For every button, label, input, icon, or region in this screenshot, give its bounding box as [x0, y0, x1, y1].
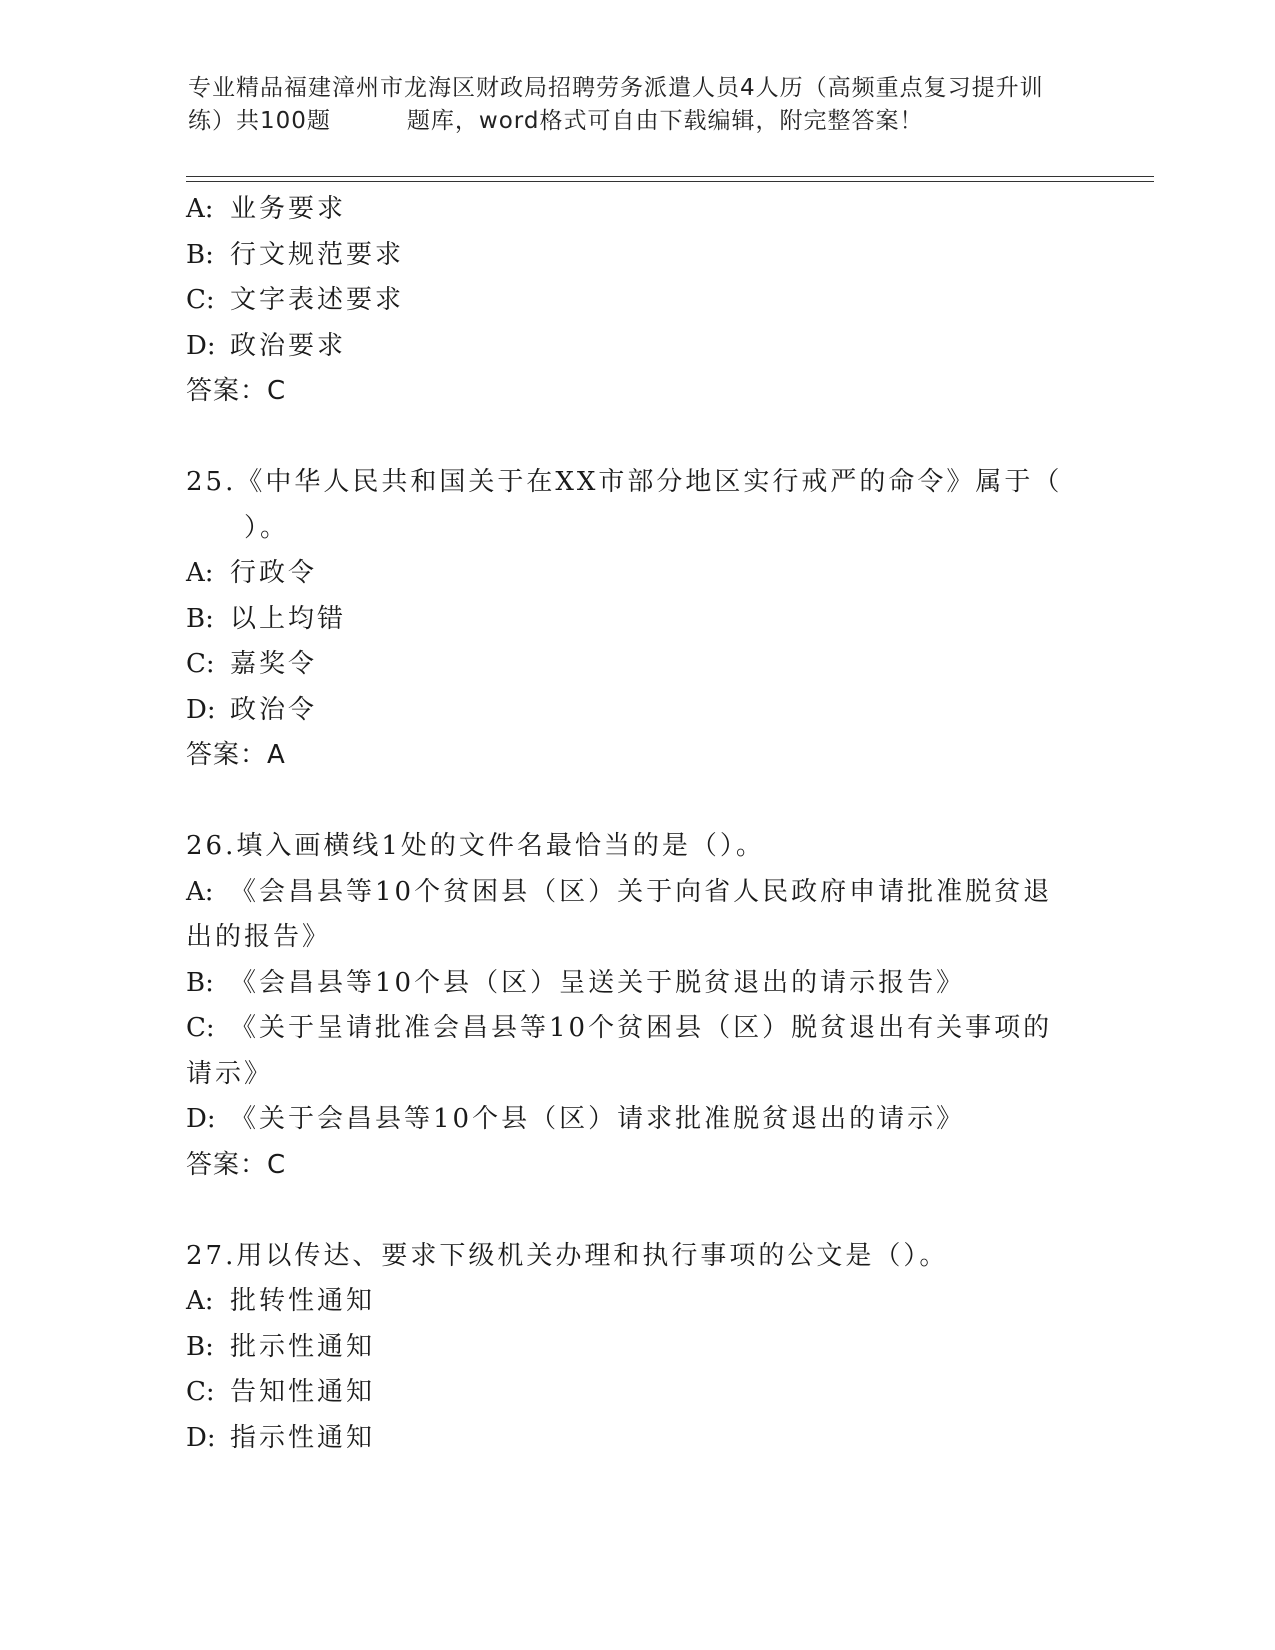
q25-answer: 答案：A: [186, 740, 286, 770]
q24-option-c: C: 文字表述要求: [186, 285, 405, 315]
q25-option-b: B: 以上均错: [186, 603, 347, 634]
q26-option-b: B: 《会昌县等10个县（区）呈送关于脱贫退出的请示报告》: [186, 967, 966, 998]
header-title-line-2-part-b: 题库，word格式可自由下载编辑，附完整答案！: [406, 108, 924, 134]
q25-option-c: C: 嘉奖令: [186, 649, 318, 679]
q26-stem: 26.填入画横线1处的文件名最恰当的是（）。: [186, 831, 765, 861]
q27-option-b: B: 批示性通知: [186, 1331, 376, 1362]
header-title-line-2-part-a: 练）共100题: [188, 108, 331, 134]
header-title-line-1: 专业精品福建漳州市龙海区财政局招聘劳务派遣人员4人历（高频重点复习提升训: [188, 75, 1044, 101]
question-26: [186, 824, 1086, 1188]
document-header: [188, 72, 1088, 138]
header-divider-bottom: [186, 181, 1154, 182]
question-24: [186, 187, 1086, 415]
q26-option-d: D: 《关于会昌县等10个县（区）请求批准脱贫退出的请示》: [186, 1104, 966, 1134]
q26-answer: 答案：C: [186, 1149, 287, 1180]
q25-option-a: A: 行政令: [186, 558, 318, 588]
q24-option-b: B: 行文规范要求: [186, 239, 405, 270]
q27-option-a: A: 批转性通知: [186, 1286, 376, 1316]
q26-option-c-continued: 请示》: [186, 1058, 274, 1089]
question-content: [186, 187, 1086, 1461]
q25-stem-line-1: 25.《中华人民共和国关于在XX市部分地区实行戒严的命令》属于（: [186, 467, 1063, 497]
q26-option-a: A: 《会昌县等10个贫困县（区）关于向省人民政府申请批准脱贫退: [186, 876, 1053, 907]
q25-stem-line-2: ）。: [244, 512, 290, 543]
q26-option-c: C: 《关于呈请批准会昌县等10个贫困县（区）脱贫退出有关事项的: [186, 1013, 1053, 1043]
q25-option-d: D: 政治令: [186, 694, 318, 725]
q24-option-d: D: 政治要求: [186, 330, 347, 361]
header-divider-top: [186, 176, 1154, 177]
q24-answer: 答案：C: [186, 376, 287, 406]
header-title-line-2: [188, 105, 1088, 138]
q27-stem: 27.用以传达、要求下级机关办理和执行事项的公文是（）。: [186, 1240, 949, 1271]
q27-option-d: D: 指示性通知: [186, 1422, 376, 1453]
q24-option-a: A: 业务要求: [186, 194, 347, 224]
q26-option-a-continued: 出的报告》: [186, 922, 332, 952]
question-25: [186, 460, 1086, 779]
q27-option-c: C: 告知性通知: [186, 1377, 376, 1407]
question-27: [186, 1234, 1086, 1462]
